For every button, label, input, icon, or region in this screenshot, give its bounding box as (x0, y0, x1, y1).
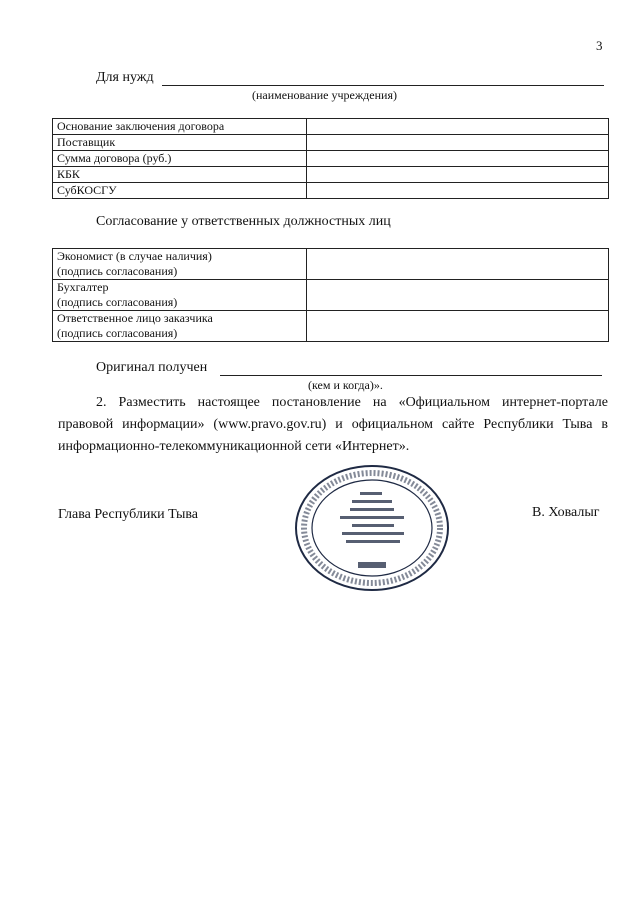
table-row (53, 119, 609, 135)
table-row (53, 167, 609, 183)
for-needs-caption: (наименование учреждения) (252, 88, 397, 102)
approval-cell (53, 249, 307, 280)
official-stamp (292, 462, 452, 594)
page-number: 3 (596, 38, 603, 53)
contract-table (52, 118, 609, 199)
table-cell-value (307, 167, 609, 183)
table-cell-value (307, 135, 609, 151)
table-row (53, 151, 609, 167)
table-cell-label: КБК (53, 167, 307, 183)
table-row (53, 311, 609, 342)
approval-cell (53, 311, 307, 342)
table-row (53, 183, 609, 199)
approval-signature-cell (307, 311, 609, 342)
approval-heading: Согласование у ответственных должностных лиц (96, 214, 391, 229)
approval-signature-cell (307, 249, 609, 280)
table-cell-value (307, 119, 609, 135)
table-cell-value (307, 151, 609, 167)
approval-signature-cell (307, 280, 609, 311)
table-cell-label: Сумма договора (руб.) (53, 151, 307, 167)
approval-role: Ответственное лицо заказчика (57, 311, 213, 325)
table-cell-label: СубКОСГУ (53, 183, 307, 199)
table-row (53, 135, 609, 151)
approval-table (52, 248, 609, 342)
table-cell-label: Основание заключения договора (53, 119, 307, 135)
paragraph-2: 2. Разместить настоящее постановление на «Официальном интернет-портале правовой информации» (www.pravo.gov.ru) и официальном сайте Республики Тыва в информационно-телекоммуникационной сети «Интернет». (58, 395, 608, 454)
table-row (53, 249, 609, 280)
approval-note: (подпись согласования) (57, 326, 178, 340)
approval-role: Экономист (в случае наличия) (57, 249, 212, 263)
signature-name: В. Ховалыг (532, 505, 600, 520)
original-label: Оригинал получен (96, 360, 208, 375)
original-caption: (кем и когда)». (308, 378, 383, 392)
approval-role: Бухгалтер (57, 280, 109, 294)
approval-note: (подпись согласования) (57, 295, 178, 309)
table-cell-value (307, 183, 609, 199)
approval-note: (подпись согласования) (57, 264, 178, 278)
approval-cell (53, 280, 307, 311)
table-row (53, 280, 609, 311)
table-cell-label: Поставщик (53, 135, 307, 151)
signature-title: Глава Республики Тыва (58, 507, 199, 522)
for-needs-line (162, 85, 604, 86)
original-line (220, 375, 602, 376)
for-needs-label: Для нужд (96, 70, 154, 85)
